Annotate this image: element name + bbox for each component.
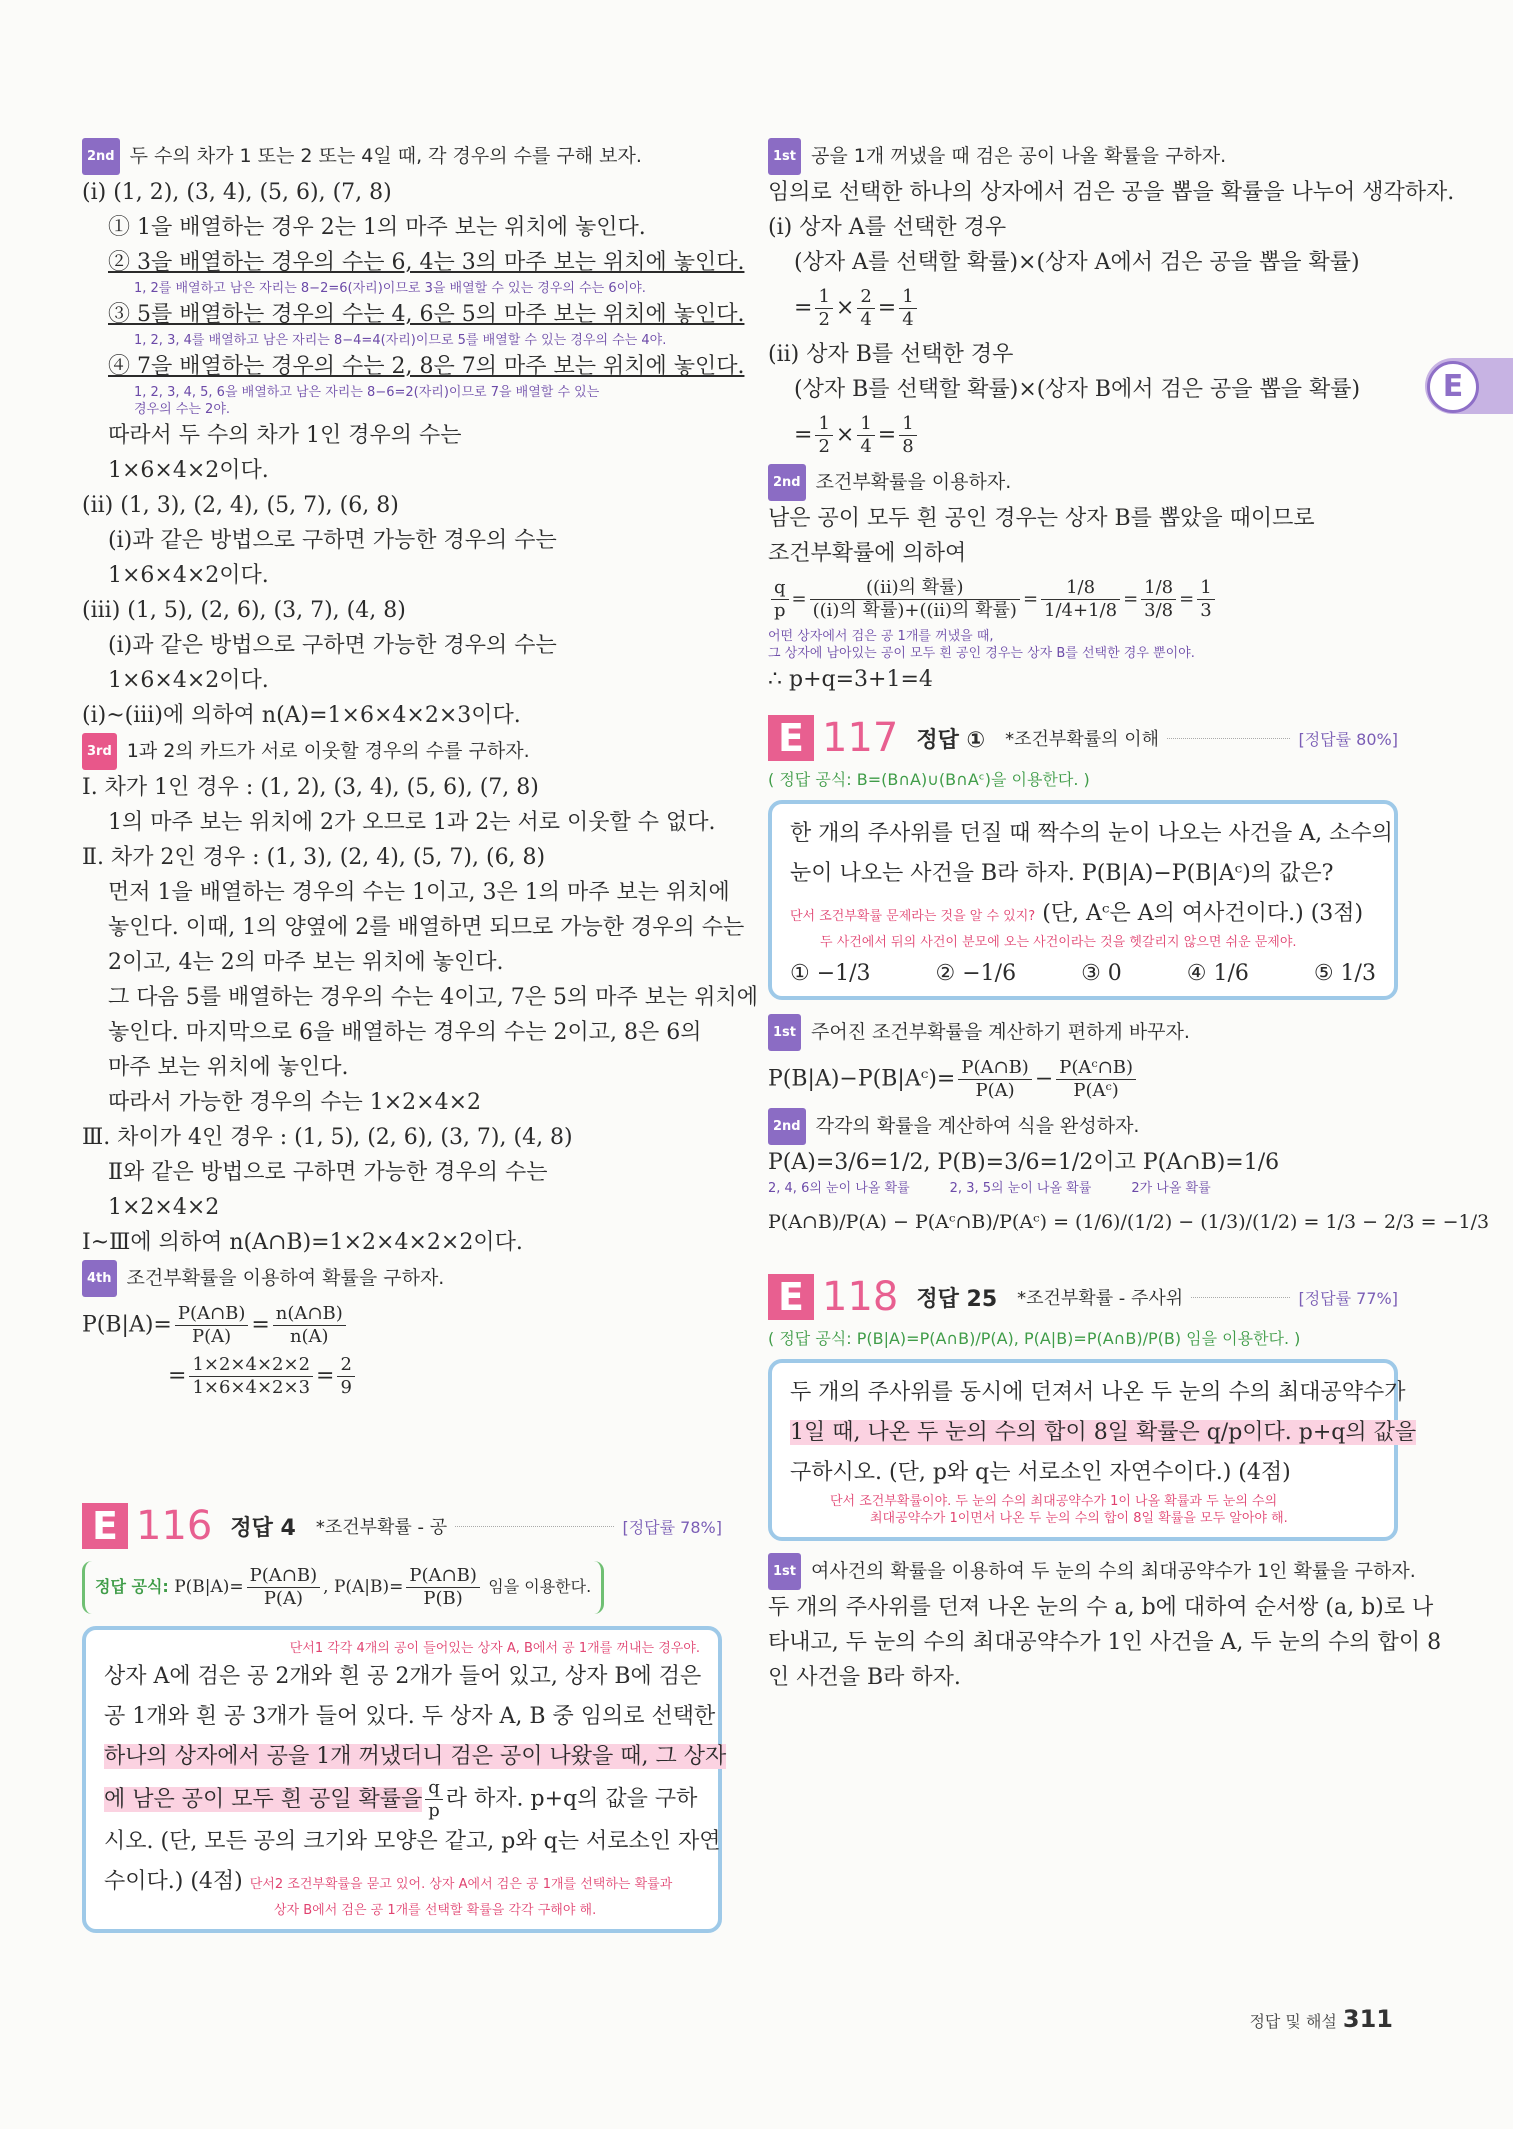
- formula-label: 정답 공식:: [95, 1577, 169, 1596]
- denominator: P(Aᶜ): [1073, 1080, 1119, 1101]
- hint: 단서1 각각 4개의 공이 들어있는 상자 A, B에서 공 1개를 꺼내는 경우야.: [289, 1641, 700, 1656]
- correct-rate: [정답률 80%]: [1298, 729, 1398, 749]
- annotation: 1, 2, 3, 4, 5, 6을 배열하고 남은 자리는 8−6=2(자리)이므로 7을 배열할 수 있는: [134, 385, 600, 400]
- annotation: 1, 2를 배열하고 남은 자리는 8−2=6(자리)이므로 3을 배열할 수 있는 경우의 수는 6이야.: [134, 281, 646, 296]
- problem-line: 라 하자. p+q의 값을 구하: [445, 1786, 698, 1812]
- text-line: 1×6×4×2이다.: [108, 563, 269, 588]
- fraction: [815, 413, 832, 458]
- problem-header-117: [768, 715, 1398, 761]
- denominator: ((i)의 확률)+((ii)의 확률): [812, 600, 1017, 621]
- problem-line: 하나의 상자에서 공을 1개 꺼냈더니 검은 공이 나왔을 때, 그 상자: [104, 1744, 727, 1769]
- divider: [1167, 737, 1291, 739]
- equation-diff: P(B|A)−P(B|Aᶜ)= $\frac{P(A\cap B)}{P(A)}$ − $\frac{\text{P(Aᶜ∩B)}}{\text{P(Aᶜ)}}$: [768, 1057, 1398, 1102]
- step-badge: 2nd: [768, 464, 806, 501]
- eq-lhs: P(B|A)−P(B|Aᶜ)=: [768, 1066, 956, 1092]
- step-badge: 3rd: [82, 733, 117, 770]
- step-title: 조건부확률을 이용하자.: [815, 471, 1012, 493]
- hint: 두 사건에서 뒤의 사건이 분모에 오는 사건이라는 것을 헷갈리지 않으면 쉬운 문제야.: [820, 935, 1297, 950]
- denominator: n(A): [289, 1326, 329, 1347]
- text-line: (iii) (1, 5), (2, 6), (3, 7), (4, 8): [82, 598, 406, 623]
- numerator: 1: [1197, 577, 1214, 600]
- choice-2[interactable]: ② −1/6: [935, 961, 1017, 986]
- fraction: [857, 286, 874, 331]
- chapter-letter: E: [1427, 361, 1479, 413]
- annotations: [768, 1180, 1398, 1197]
- problem-topic: *조건부확률 - 공: [315, 1517, 448, 1538]
- step-badge: 1st: [768, 1014, 801, 1051]
- step-badge: 1st: [768, 1553, 801, 1590]
- choice-3[interactable]: ③ 0: [1081, 961, 1122, 986]
- denominator: 1×6×4×2×3: [192, 1377, 311, 1398]
- text-line: (상자 A를 선택할 확률)×(상자 A에서 검은 공을 뽑을 확률): [794, 250, 1360, 275]
- problem-box-118: [768, 1359, 1417, 1541]
- eq-lhs: P(B|A)=: [82, 1312, 172, 1338]
- fraction: [899, 413, 916, 458]
- text-line: 1의 마주 보는 위치에 2가 오므로 1과 2는 서로 이웃할 수 없다.: [108, 810, 716, 835]
- denominator: 9: [340, 1377, 352, 1398]
- text-line: (상자 B를 선택할 확률)×(상자 B에서 검은 공을 뽑을 확률): [794, 377, 1361, 402]
- text-line: 그 다음 5를 배열하는 경우의 수는 4이고, 7은 5의 마주 보는 위치에: [108, 985, 758, 1010]
- problem-box-117: [768, 800, 1398, 1000]
- text-line: ④ 7을 배열하는 경우의 수는 2, 8은 7의 마주 보는 위치에 놓인다.: [108, 354, 745, 379]
- formula-box: ( 정답 공식: P(B|A)=P(A∩B)/P(A), P(A|B)=P(A∩B)/P(B) 임을 이용한다. ): [768, 1329, 1301, 1348]
- text-line: 놓인다. 이때, 1의 양옆에 2를 배열하면 되므로 가능한 경우의 수는: [108, 915, 745, 940]
- hint: 단서2 조건부확률을 묻고 있어. 상자 A에서 검은 공 1개를 선택하는 확률과: [249, 1877, 673, 1892]
- equation-conditional: P(B|A)= $\frac{P(A\cap B)}{P(A)}$ = $\frac{n(A\cap B)}{n(A)}$: [82, 1303, 722, 1348]
- numerator: P(A∩B): [406, 1565, 479, 1588]
- numerator: 1/8: [1041, 577, 1120, 600]
- problem-number: 117: [822, 715, 899, 761]
- denominator: P(A): [263, 1588, 303, 1609]
- problem-answer: 정답 4: [230, 1515, 296, 1541]
- numerator: P(A∩B): [247, 1565, 320, 1588]
- fraction: [406, 1565, 479, 1610]
- chapter-tab: [1425, 358, 1513, 414]
- text-line: 1×6×4×2이다.: [108, 668, 269, 693]
- step-badge: 2nd: [768, 1108, 806, 1145]
- denominator: P(A): [192, 1326, 232, 1347]
- choices: [790, 961, 1376, 986]
- choice-4[interactable]: ④ 1/6: [1186, 961, 1249, 986]
- denominator: 3/8: [1144, 600, 1174, 621]
- fraction: [1041, 577, 1120, 622]
- text-line: Ⅱ. 차가 2인 경우 : (1, 3), (2, 4), (5, 7), (6, 8): [82, 845, 546, 870]
- numerator: 2: [857, 286, 874, 309]
- step-badge: 4th: [82, 1260, 117, 1297]
- problem-header-118: [768, 1274, 1398, 1320]
- text-line: 남은 공이 모두 흰 공인 경우는 상자 B를 뽑았을 때이므로: [768, 506, 1315, 531]
- text-line: ② 3을 배열하는 경우의 수는 6, 4는 3의 마주 보는 위치에 놓인다.: [108, 250, 745, 275]
- numerator: ((ii)의 확률): [810, 577, 1020, 600]
- problem-letter: E: [768, 1274, 814, 1320]
- footer-label: 정답 및 해설: [1249, 2012, 1337, 2031]
- problem-line: 에 남은 공이 모두 흰 공일 확률을: [104, 1786, 423, 1812]
- numerator: P(A∩B): [958, 1057, 1031, 1080]
- hint: 단서 조건부확률이야. 두 눈의 수의 최대공약수가 1이 나올 확률과 두 눈의 수의: [830, 1494, 1278, 1509]
- problem-line: 시오. (단, 모든 공의 크기와 모양은 같고, p와 q는 서로소인 자연: [104, 1829, 721, 1854]
- equation-qp: $\frac{q}{p}$ = $\frac{\text{((ii)의 확률)}}{\text{((i)의 확률)+((ii)의 확률)}}$ = $\frac{1/8}{1/4+1/8}$ = $\frac{1/8}{3/8}$ = $\frac{1}{3}$: [768, 577, 1398, 622]
- problem-line: 상자 A에 검은 공 2개와 흰 공 2개가 들어 있고, 상자 B에 검은: [104, 1664, 702, 1689]
- fraction: [958, 1057, 1031, 1102]
- annotation: 2, 4, 6의 눈이 나올 확률: [768, 1181, 910, 1196]
- left-column: [82, 138, 758, 1933]
- numerator: q: [771, 577, 789, 600]
- fraction: [857, 413, 874, 458]
- fraction: [425, 1777, 443, 1822]
- problem-topic: *조건부확률의 이해: [1005, 729, 1159, 750]
- annotation: 1, 2, 3, 4를 배열하고 남은 자리는 8−4=4(자리)이므로 5를 배열할 수 있는 경우의 수는 4야.: [134, 333, 667, 348]
- formula-tail: 임을 이용한다.: [488, 1577, 592, 1596]
- denominator: 4: [860, 309, 872, 330]
- numerator: 2: [337, 1354, 354, 1377]
- text-line: ③ 5를 배열하는 경우의 수는 4, 6은 5의 마주 보는 위치에 놓인다.: [108, 302, 745, 327]
- problem-line: (단, Aᶜ은 A의 여사건이다.) (3점): [1042, 901, 1364, 926]
- numerator: P(Aᶜ∩B): [1056, 1057, 1136, 1080]
- text-line: ① 1을 배열하는 경우 2는 1의 마주 보는 위치에 놓인다.: [108, 215, 646, 240]
- problem-line: 두 개의 주사위를 동시에 던져서 나온 두 눈의 수의 최대공약수가: [790, 1380, 1406, 1405]
- divider: [1191, 1296, 1290, 1298]
- text-line: Ⅱ와 같은 방법으로 구하면 가능한 경우의 수는: [108, 1160, 548, 1185]
- problem-topic: *조건부확률 - 주사위: [1017, 1288, 1184, 1309]
- annotation: 2가 나올 확률: [1131, 1181, 1211, 1196]
- step-title: 공을 1개 꺼냈을 때 검은 공이 나올 확률을 구하자.: [811, 145, 1227, 167]
- text-line: Ⅰ. 차가 1인 경우 : (1, 2), (3, 4), (5, 6), (7, 8): [82, 775, 539, 800]
- fraction: [1197, 577, 1214, 622]
- fraction: [189, 1354, 313, 1399]
- problem-line: 구하시오. (단, p와 q는 서로소인 자연수이다.) (4점): [790, 1460, 1291, 1485]
- numerator: 1: [857, 413, 874, 436]
- annotation: 그 상자에 남아있는 공이 모두 흰 공인 경우는 상자 B를 선택한 경우 뿐이야.: [768, 646, 1195, 661]
- denominator: P(B): [423, 1588, 463, 1609]
- denominator: P(A): [975, 1080, 1015, 1101]
- hint: 상자 B에서 검은 공 1개를 선택할 확률을 각각 구해야 해.: [274, 1903, 597, 1918]
- numerator: 1: [899, 286, 916, 309]
- denominator: 4: [902, 309, 914, 330]
- text-line: 놓인다. 마지막으로 6을 배열하는 경우의 수는 2이고, 8은 6의: [108, 1020, 702, 1045]
- numerator: n(A∩B): [273, 1303, 346, 1326]
- equation-final: P(A∩B)/P(A) − P(Aᶜ∩B)/P(Aᶜ) = (1/6)/(1/2) − (1/3)/(1/2) = 1/3 − 2/3 = −1/3: [768, 1211, 1490, 1233]
- problem-answer: 정답 25: [916, 1286, 998, 1312]
- text-line: 임의로 선택한 하나의 상자에서 검은 공을 뽑을 확률을 나누어 생각하자.: [768, 180, 1455, 205]
- fraction: [1141, 577, 1176, 622]
- text-line: (ii) (1, 3), (2, 4), (5, 7), (6, 8): [82, 493, 399, 518]
- step-title: 1과 2의 카드가 서로 이웃할 경우의 수를 구하자.: [126, 740, 530, 762]
- numerator: P(A∩B): [175, 1303, 248, 1326]
- text-line: Ⅰ~Ⅲ에 의하여 n(A∩B)=1×2×4×2×2이다.: [82, 1230, 523, 1255]
- hint: 단서 조건부확률 문제라는 것을 알 수 있지?: [790, 909, 1036, 924]
- text-line: (i) 상자 A를 선택한 경우: [768, 215, 1007, 240]
- step-badge: 1st: [768, 138, 801, 175]
- problem-number: 118: [822, 1274, 899, 1320]
- text-line: 2이고, 4는 2의 마주 보는 위치에 놓인다.: [108, 950, 504, 975]
- text-line: 먼저 1을 배열하는 경우의 수는 1이고, 3은 1의 마주 보는 위치에: [108, 880, 730, 905]
- problem-header-116: [82, 1503, 722, 1549]
- text-line: 두 개의 주사위를 던져 나온 눈의 수 a, b에 대하여 순서쌍 (a, b)로 나: [768, 1595, 1434, 1620]
- fraction: [273, 1303, 346, 1348]
- correct-rate: [정답률 78%]: [622, 1517, 722, 1537]
- fraction: [899, 286, 916, 331]
- numerator: 1: [815, 286, 832, 309]
- formula-part: P(A|B)=: [333, 1577, 404, 1597]
- conclusion: ∴ p+q=3+1=4: [768, 667, 933, 692]
- annotation: 어떤 상자에서 검은 공 1개를 꺼냈을 때,: [768, 629, 994, 644]
- divider: [455, 1525, 614, 1527]
- equation-case-a: = $\frac{1}{2}$ × $\frac{2}{4}$ = $\frac{1}{4}$: [768, 286, 1398, 331]
- denominator: p: [428, 1800, 440, 1821]
- fraction: [771, 577, 789, 622]
- fraction: [247, 1565, 320, 1610]
- step-badge: 2nd: [82, 138, 120, 175]
- page-number: 311: [1342, 2005, 1393, 2033]
- page-footer: [1249, 2005, 1393, 2033]
- problem-line: 공 1개와 흰 공 3개가 들어 있다. 두 상자 A, B 중 임의로 선택한: [104, 1704, 716, 1729]
- problem-letter: E: [768, 715, 814, 761]
- numerator: q: [425, 1777, 443, 1800]
- step-title: 두 수의 차가 1 또는 2 또는 4일 때, 각 경우의 수를 구해 보자.: [129, 145, 642, 167]
- denominator: p: [774, 600, 786, 621]
- fraction: [1056, 1057, 1136, 1102]
- fraction: [337, 1354, 354, 1399]
- problem-line: 한 개의 주사위를 던질 때 짝수의 눈이 나오는 사건을 A, 소수의: [790, 821, 1393, 846]
- numerator: 1×2×4×2×2: [189, 1354, 313, 1377]
- step-title: 조건부확률을 이용하여 확률을 구하자.: [126, 1267, 445, 1289]
- choice-5[interactable]: ⑤ 1/3: [1313, 961, 1376, 986]
- denominator: 8: [902, 436, 914, 457]
- numerator: 1/8: [1141, 577, 1176, 600]
- denominator: 3: [1200, 600, 1212, 621]
- formula-part: P(B|A)=: [174, 1577, 244, 1597]
- problem-number: 116: [136, 1503, 213, 1549]
- text-line: (i)과 같은 방법으로 구하면 가능한 경우의 수는: [108, 633, 557, 658]
- correct-rate: [정답률 77%]: [1298, 1288, 1398, 1308]
- text-line: (i) (1, 2), (3, 4), (5, 6), (7, 8): [82, 180, 392, 205]
- denominator: 1/4+1/8: [1044, 600, 1118, 621]
- choice-1[interactable]: ① −1/3: [790, 961, 871, 986]
- fraction: [175, 1303, 248, 1348]
- text-line: (i)~(iii)에 의하여 n(A)=1×6×4×2×3이다.: [82, 703, 521, 728]
- denominator: 2: [818, 309, 830, 330]
- text-line: 1×2×4×2: [108, 1195, 220, 1220]
- problem-line: 1일 때, 나온 두 눈의 수의 합이 8일 확률은 q/p이다. p+q의 값을: [790, 1420, 1417, 1445]
- text-line: 따라서 두 수의 차가 1인 경우의 수는: [108, 423, 462, 448]
- step-title: 각각의 확률을 계산하여 식을 완성하자.: [815, 1115, 1140, 1137]
- annotation: 경우의 수는 2야.: [134, 402, 231, 417]
- text-line: (ii) 상자 B를 선택한 경우: [768, 342, 1014, 367]
- problem-line: 수이다.) (4점): [104, 1869, 243, 1894]
- equation-case-b: = $\frac{1}{2}$ × $\frac{1}{4}$ = $\frac{1}{8}$: [768, 413, 1398, 458]
- formula-box: 정답 공식: P(B|A)= $\frac{P(A\cap B)}{P(A)}$ , P(A|B)= $\frac{P(A\cap B)}{P(B)}$ 임을 이용한다.: [82, 1561, 604, 1614]
- denominator: 2: [818, 436, 830, 457]
- problem-box-116: [82, 1626, 727, 1933]
- text-line: 따라서 가능한 경우의 수는 1×2×4×2: [108, 1090, 482, 1115]
- denominator: 4: [860, 436, 872, 457]
- annotation: 2, 3, 5의 눈이 나올 확률: [949, 1181, 1092, 1196]
- hint: 최대공약수가 1이면서 나온 두 눈의 수의 합이 8일 확률을 모두 알아야 해.: [870, 1511, 1288, 1526]
- equation-probs: P(A)=3/6=1/2, P(B)=3/6=1/2이고 P(A∩B)=1/6: [768, 1150, 1280, 1175]
- numerator: 1: [899, 413, 916, 436]
- text-line: 타내고, 두 눈의 수의 최대공약수가 1인 사건을 A, 두 눈의 수의 합이 8: [768, 1630, 1442, 1655]
- problem-answer: 정답 ①: [916, 727, 986, 753]
- text-line: 마주 보는 위치에 놓인다.: [108, 1055, 349, 1080]
- term: 1/4: [1044, 600, 1073, 621]
- fraction: [815, 286, 832, 331]
- problem-line: 눈이 나오는 사건을 B라 하자. P(B|A)−P(B|Aᶜ)의 값은?: [790, 861, 1334, 886]
- problem-letter: E: [82, 1503, 128, 1549]
- text-line: Ⅲ. 차이가 4인 경우 : (1, 5), (2, 6), (3, 7), (4, 8): [82, 1125, 573, 1150]
- fraction: [810, 577, 1020, 622]
- text-line: (i)과 같은 방법으로 구하면 가능한 경우의 수는: [108, 528, 557, 553]
- step-title: 여사건의 확률을 이용하여 두 눈의 수의 최대공약수가 1인 확률을 구하자.: [811, 1560, 1416, 1582]
- equation-result: = $\frac{1\times 2\times 4\times 2\times 2}{1\times 6\times 4\times 2\times 3}$ = $\frac{2}{9}$: [82, 1354, 722, 1399]
- numerator: 1: [815, 413, 832, 436]
- formula-box: ( 정답 공식: B=(B∩A)∪(B∩Aᶜ)을 이용한다. ): [768, 770, 1090, 789]
- text-line: 인 사건을 B라 하자.: [768, 1665, 961, 1690]
- text-line: 1×6×4×2이다.: [108, 458, 269, 483]
- term: 1/8: [1088, 600, 1118, 621]
- text-line: 조건부확률에 의하여: [768, 541, 967, 566]
- step-title: 주어진 조건부확률을 계산하기 편하게 바꾸자.: [811, 1021, 1190, 1043]
- right-column: [768, 138, 1490, 1695]
